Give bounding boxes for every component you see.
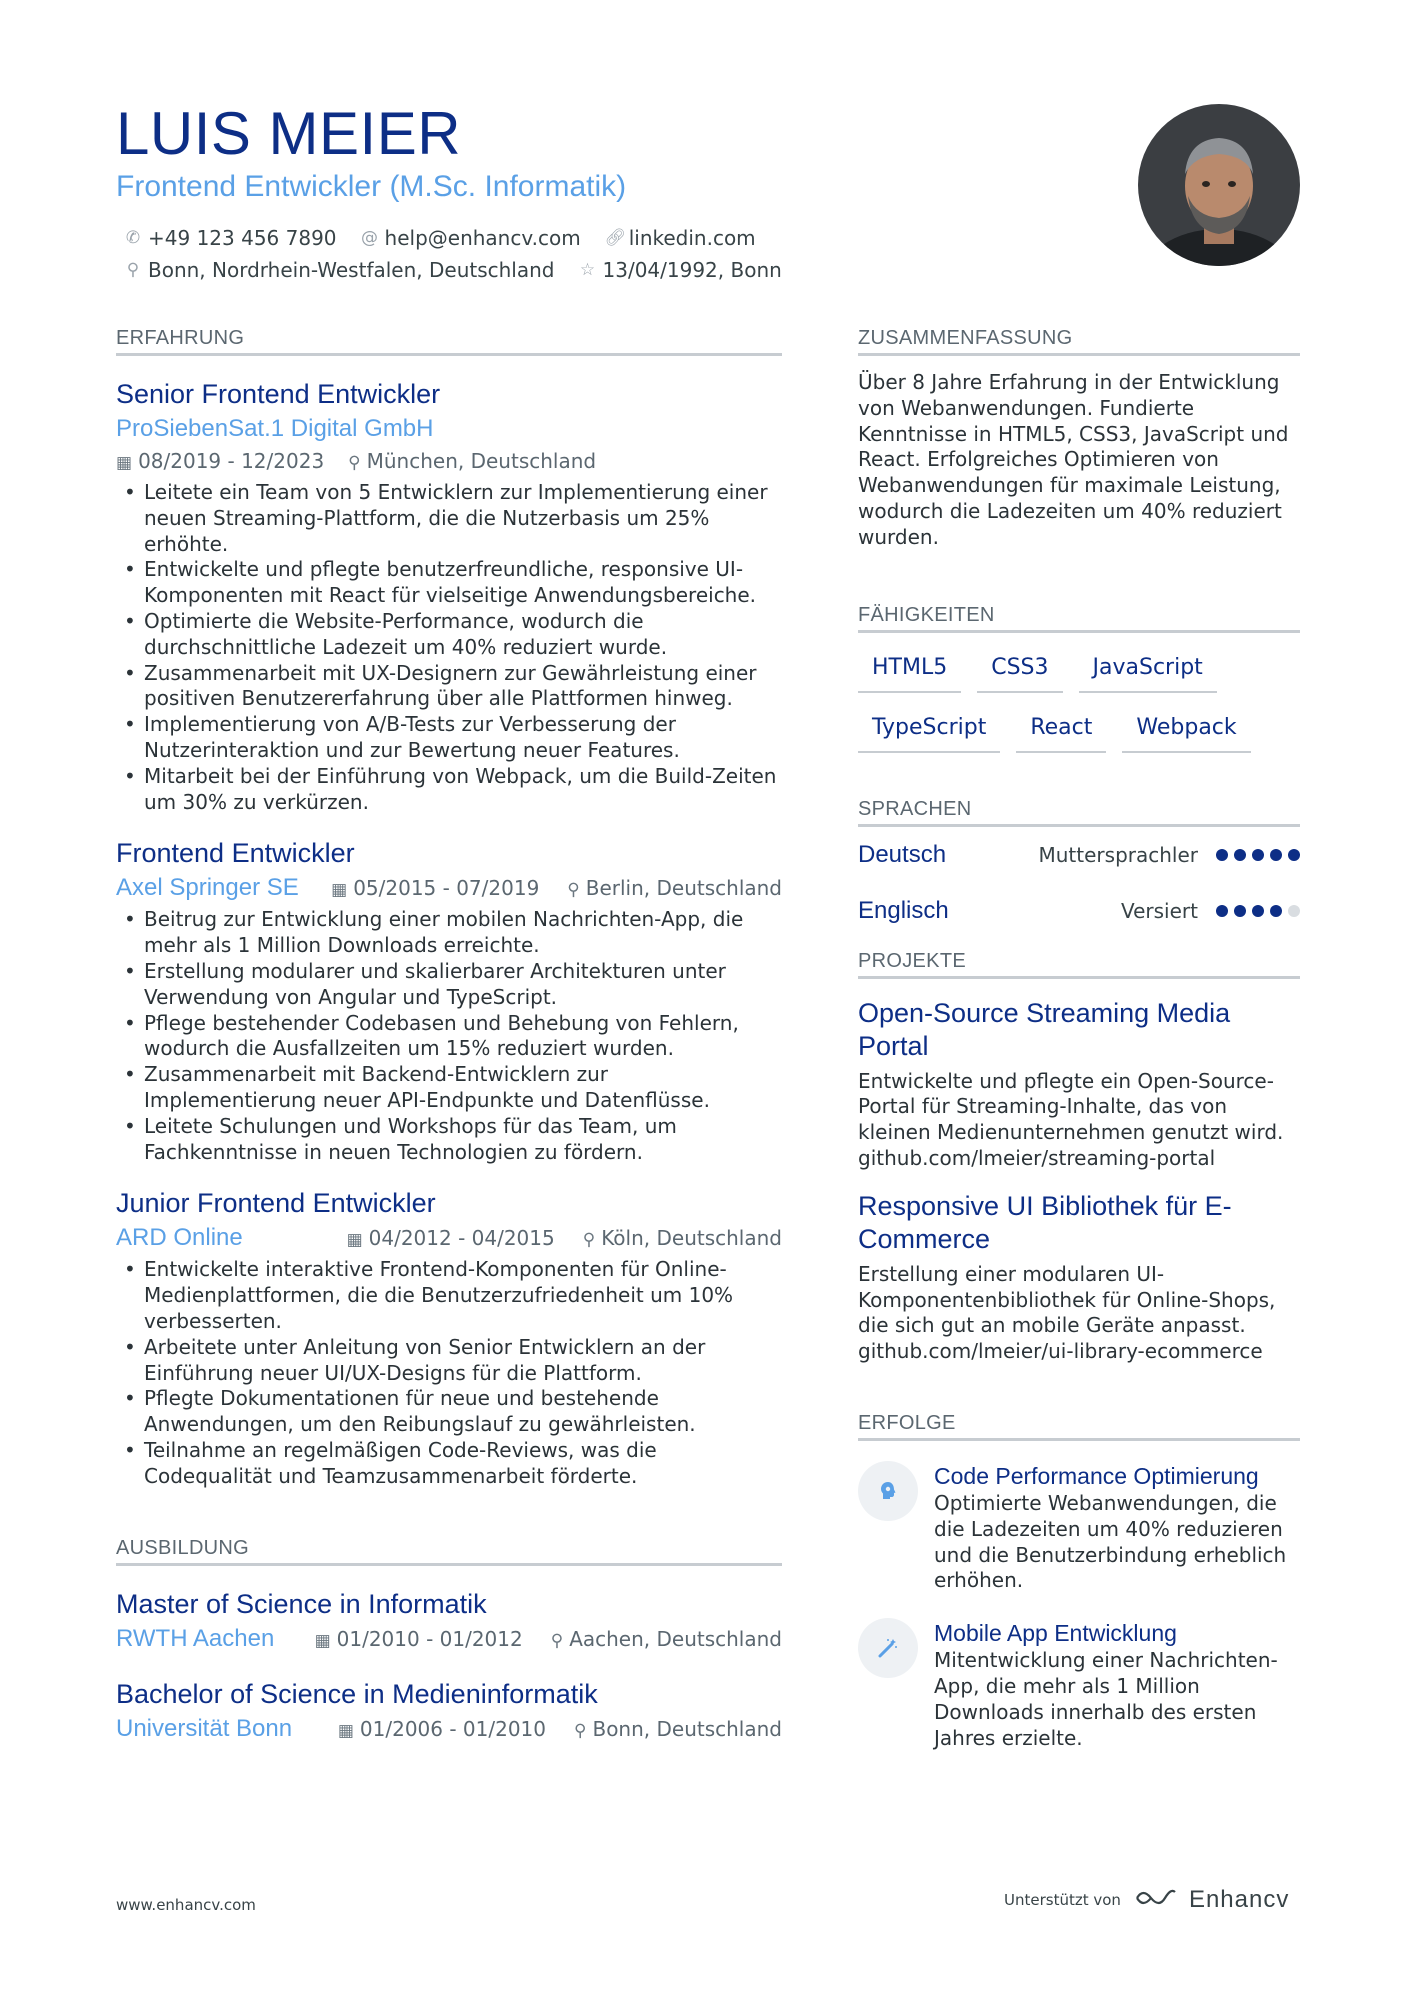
achievement-item — [858, 1618, 1300, 1751]
location-text: Köln, Deutschland — [601, 1226, 782, 1251]
dates-text: 01/2010 - 01/2012 — [336, 1626, 523, 1651]
achievement-description: Optimierte Webanwendungen, die die Ladezeiten um 40% reduzieren und die Benutzerbindung erheblich erhöhen. — [934, 1490, 1287, 1593]
bullet: • Leitete Schulungen und Workshops für das Team, um Fachkenntnisse in neuen Technologien zu fördern. — [116, 1114, 782, 1166]
experience-item — [116, 376, 782, 815]
rating-dot — [1270, 849, 1282, 861]
location-text: Berlin, Deutschland — [585, 876, 782, 901]
education-meta — [315, 1624, 782, 1656]
projects-section-title: PROJEKTE — [858, 949, 1300, 979]
phone-icon: ✆ — [125, 228, 141, 248]
languages-section-title: SPRACHEN — [858, 797, 1300, 827]
dates-text: 01/2006 - 01/2010 — [359, 1716, 547, 1741]
job-company: Axel Springer SE — [116, 874, 299, 902]
job-location — [348, 446, 596, 478]
dates-text: 04/2012 - 04/2015 — [368, 1226, 555, 1251]
calendar-icon: ▦ — [116, 453, 133, 473]
project-description: Entwickelte und pflegte ein Open-Source-Portal für Streaming-Inhalte, das von kleinen Medienunternehmen genutzt wird. github.com/lmeier/streaming-portal — [858, 1068, 1284, 1170]
bullet: • Zusammenarbeit mit UX-Designern zur Gewährleistung einer positiven Benutzererfahrung über alle Plattformen hinweg. — [116, 661, 782, 713]
footer-powered-by — [1004, 1886, 1289, 1914]
education-section-title: AUSBILDUNG — [116, 1536, 782, 1566]
summary-section-title: ZUSAMMENFASSUNG — [858, 326, 1300, 356]
bullet: • Entwickelte interaktive Frontend-Komponenten für Online-Medienplattformen, die die Benutzerzufriedenheit um 10% verbesserten. — [116, 1257, 782, 1334]
degree-title: Bachelor of Science in Medieninformatik — [116, 1678, 598, 1709]
job-company-line — [116, 871, 782, 905]
skill-tag: Webpack — [1122, 709, 1250, 753]
rating-dot — [1216, 905, 1228, 917]
job-company: ProSiebenSat.1 Digital GmbH — [116, 415, 434, 442]
experience-section-title: ERFAHRUNG — [116, 326, 782, 356]
job-meta — [116, 446, 782, 478]
skill-tag: TypeScript — [858, 709, 1000, 753]
brand-name: Enhancv — [1188, 1886, 1290, 1913]
location-pin-icon: ⚲ — [550, 1630, 564, 1651]
bullet: • Beitrug zur Entwicklung einer mobilen Nachrichten-App, die mehr als 1 Million Downloads erreichte. — [116, 907, 782, 959]
location-pin-icon: ⚲ — [582, 1230, 596, 1251]
calendar-icon: ▦ — [314, 1630, 331, 1651]
calendar-icon: ▦ — [331, 880, 348, 901]
job-bullets — [116, 907, 782, 1165]
education-location — [574, 1714, 782, 1746]
rating-dot — [1288, 905, 1300, 917]
language-name: Englisch — [858, 896, 949, 924]
school-name: RWTH Aachen — [116, 1624, 275, 1652]
achievement-item — [858, 1461, 1300, 1594]
rating-dot — [1216, 849, 1228, 861]
location-text: Aachen, Deutschland — [569, 1626, 782, 1651]
candidate-headline: Frontend Entwickler (M.Sc. Informatik) — [116, 170, 627, 203]
job-company-line — [116, 1221, 782, 1255]
star-icon: ☆ — [579, 260, 596, 280]
project-description: Erstellung einer modularen UI-Komponentenbibliothek für Online-Shops, die sich gut an mobile Geräte anpasst. github.com/lmeier/ui-library-ecommerce — [858, 1261, 1276, 1364]
job-location — [567, 873, 782, 905]
experience-item — [116, 835, 782, 1165]
location-pin-icon: ⚲ — [126, 260, 140, 280]
bullet: • Pflege bestehender Codebasen und Behebung von Fehlern, wodurch die Ausfallzeiten um 15% reduziert wurden. — [116, 1011, 782, 1063]
job-bullets — [116, 480, 782, 815]
education-meta — [338, 1714, 782, 1746]
left-column — [116, 326, 782, 1746]
email-text[interactable]: help@enhancv.com — [384, 226, 581, 250]
job-title: Frontend Entwickler — [116, 838, 355, 869]
skill-tag: HTML5 — [858, 649, 961, 693]
language-item — [858, 883, 1300, 939]
rating-dot — [1270, 905, 1282, 917]
job-title: Junior Frontend Entwickler — [116, 1188, 436, 1219]
achievement-title: Code Performance Optimierung — [934, 1462, 1259, 1489]
project-title: Responsive UI Bibliothek für E-Commerce — [858, 1190, 1232, 1254]
bullet: • Leitete ein Team von 5 Entwicklern zur Implementierung einer neuen Streaming-Plattform, die die Nutzerbasis um 25% erhöhte. — [116, 480, 782, 557]
language-item — [858, 827, 1300, 883]
contact-linkedin[interactable] — [605, 226, 756, 250]
location-text: Bonn, Nordrhein-Westfalen, Deutschland — [148, 258, 555, 282]
dates-text: 05/2015 - 07/2019 — [353, 876, 540, 901]
skills-list — [858, 649, 1298, 753]
job-location — [583, 1223, 782, 1255]
link-icon: 🔗︎ — [604, 228, 627, 248]
right-column — [858, 326, 1300, 1751]
brain-icon — [858, 1461, 918, 1521]
language-name: Deutsch — [858, 840, 947, 868]
language-level: Versiert — [1120, 898, 1198, 923]
location-pin-icon: ⚲ — [567, 880, 580, 901]
rating-dot — [1234, 849, 1246, 861]
education-school-line — [116, 1712, 782, 1746]
degree-title: Master of Science in Informatik — [116, 1588, 487, 1619]
contact-phone — [124, 226, 337, 250]
profile-photo — [1138, 104, 1300, 266]
achievement-title: Mobile App Entwicklung — [934, 1620, 1177, 1647]
powered-by-text: Unterstützt von — [1004, 1891, 1121, 1909]
footer-website[interactable]: www.enhancv.com — [116, 1896, 256, 1914]
project-title: Open-Source Streaming Media Portal — [858, 997, 1231, 1061]
achievement-description: Mitentwicklung einer Nachrichten-App, die mehr als 1 Million Downloads innerhalb des ersten Jahres erzielte. — [934, 1648, 1278, 1750]
project-item — [858, 1190, 1300, 1365]
job-meta — [331, 873, 782, 905]
job-dates — [331, 873, 539, 905]
school-name: Universität Bonn — [116, 1714, 293, 1742]
bullet: • Implementierung von A/B-Tests zur Verbesserung der Nutzerinteraktion und zur Bewertung neuer Features. — [116, 712, 782, 764]
job-bullets — [116, 1257, 782, 1489]
enhancv-logo-icon[interactable] — [1133, 1886, 1177, 1914]
language-rating — [1216, 905, 1300, 917]
bullet: • Erstellung modularer und skalierbarer Architekturen unter Verwendung von Angular und TypeScript. — [116, 959, 782, 1011]
linkedin-text[interactable]: linkedin.com — [628, 226, 756, 250]
bullet: • Entwickelte und pflegte benutzerfreundliche, responsive UI-Komponenten mit React für vielseitige Anwendungsbereiche. — [116, 557, 782, 609]
job-company: ARD Online — [116, 1224, 243, 1252]
job-dates — [116, 446, 324, 478]
bullet: • Arbeitete unter Anleitung von Senior Entwicklern an der Einführung neuer UI/UX-Designs für die Plattform. — [116, 1335, 782, 1387]
location-text: Bonn, Deutschland — [592, 1716, 782, 1741]
education-location — [551, 1624, 782, 1656]
calendar-icon: ▦ — [337, 1720, 354, 1741]
birth-text: 13/04/1992, Bonn — [602, 258, 782, 282]
summary-text: Über 8 Jahre Erfahrung in der Entwicklung von Webanwendungen. Fundierte Kenntnisse in HTML5, CSS3, JavaScript und React. Erfolgreiches Optimieren von Webanwendungen für maximale Leistung, wodurch die Ladezeiten um 40% reduziert wurden. — [858, 370, 1289, 549]
job-meta — [347, 1223, 782, 1255]
rating-dot — [1288, 849, 1300, 861]
bullet: • Mitarbeit bei der Einführung von Webpack, um die Build-Zeiten um 30% zu verkürzen. — [116, 764, 782, 816]
education-item — [116, 1586, 782, 1656]
skill-tag: React — [1016, 709, 1106, 753]
dates-text: 08/2019 - 12/2023 — [138, 449, 325, 473]
contact-info — [124, 222, 804, 286]
achievements-section-title: ERFOLGE — [858, 1411, 1300, 1441]
rating-dot — [1234, 905, 1246, 917]
education-school-line — [116, 1622, 782, 1656]
contact-birth — [579, 258, 782, 282]
bullet: • Optimierte die Website-Performance, wodurch die durchschnittliche Ladezeit um 40% reduziert wurde. — [116, 609, 782, 661]
education-item — [116, 1676, 782, 1746]
candidate-name: LUIS MEIER — [116, 100, 462, 167]
project-item — [858, 997, 1300, 1172]
job-title: Senior Frontend Entwickler — [116, 379, 441, 409]
magic-wand-icon — [858, 1618, 918, 1678]
bullet: • Zusammenarbeit mit Backend-Entwicklern zur Implementierung neuer API-Endpunkte und Datenflüsse. — [116, 1062, 782, 1114]
education-dates — [338, 1714, 546, 1746]
phone-text: +49 123 456 7890 — [148, 226, 337, 250]
education-dates — [315, 1624, 523, 1656]
language-rating — [1216, 849, 1300, 861]
rating-dot — [1252, 905, 1264, 917]
contact-email[interactable] — [361, 226, 581, 250]
calendar-icon: ▦ — [346, 1230, 363, 1251]
skills-section-title: FÄHIGKEITEN — [858, 603, 1300, 633]
language-level: Muttersprachler — [1038, 842, 1198, 867]
at-icon: @ — [361, 228, 379, 248]
contact-location — [124, 258, 555, 282]
rating-dot — [1252, 849, 1264, 861]
job-dates — [347, 1223, 555, 1255]
skill-tag: JavaScript — [1079, 649, 1217, 693]
location-text: München, Deutschland — [366, 449, 597, 473]
skill-tag: CSS3 — [977, 649, 1062, 693]
experience-item — [116, 1185, 782, 1489]
bullet: • Pflegte Dokumentationen für neue und bestehende Anwendungen, um den Reibungslauf zu gewährleisten. — [116, 1386, 782, 1438]
location-pin-icon: ⚲ — [348, 453, 361, 473]
location-pin-icon: ⚲ — [574, 1720, 587, 1741]
bullet: • Teilnahme an regelmäßigen Code-Reviews, was die Codequalität und Teamzusammenarbeit förderte. — [116, 1438, 782, 1490]
